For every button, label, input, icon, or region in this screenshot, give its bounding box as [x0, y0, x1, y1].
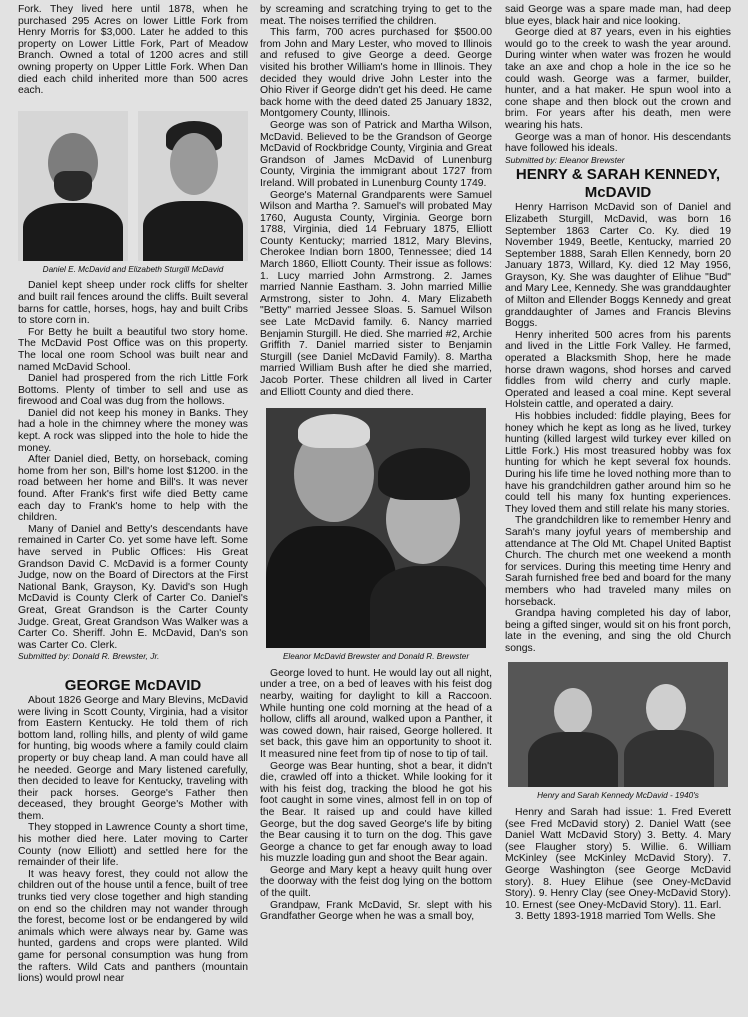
- paragraph: This farm, 700 acres purchased for $500.00 from John and Mary Lester, who moved to Illinois and refused to give George a deed. George visited his brother William's home in Illinois. They decided they would drive John Lester into the Ohio River if George didn't get his deed. He came back home with the deed dated 25 January 1832, Montgomery County, Illinois.: [260, 27, 492, 120]
- paragraph: His hobbies included: fiddle playing, Bees for honey which he kept as long as he lived, turkey hunting (killed largest wild turkey ever killed on Little Fork.) His most treasured hobby was fox hunting for which he kept several fox hounds. During his life time he loved nothing more than to have his grandchildren gather around him so he could tell his many fox hunting experiences. They loved them and still relate his many stories.: [505, 411, 731, 515]
- column-1: [18, 4, 248, 985]
- paragraph: For Betty he built a beautiful two story home. The McDavid Post Office was on this property. The local one room School was built near and named McDavid School.: [18, 326, 248, 373]
- paragraph: George was Bear hunting, shot a bear, it didn't die, crawled off into a thicket. While looking for it with his feist dog, tracking the blood he got his foot caught in some vines, almost fell in on top of the Bear. It raised up and could have killed George, but the dog saved George's life by biting the Bear causing it to turn on the dog. This gave George a chance to get far enough away to load his muzzle loading gun and shoot the Bear again.: [260, 760, 492, 865]
- paragraph: Henry Harrison McDavid son of Daniel and Elizabeth Sturgill, McDavid, was born 16 September 1863 Carter Co. Ky. died 19 November 1949, Beetle, Kentucky, married 20 September 1888, Sarah Ellen Kennedy, born 20 January 1873, Willard, Ky. died 12 May 1956, Grayson, Ky. She was daughter of Elihue "Bud" and Mary Lee, Kennedy. She was granddaughter of Milton and Ellender Boggs Kennedy and great granddaughter of James and Francis Blevins Boggs.: [505, 202, 731, 330]
- photo-caption: Eleanor McDavid Brewster and Donald R. Brewster: [282, 652, 470, 662]
- paragraph: It was heavy forest, they could not allow the children out of the house until a fence, built of tree trunks tied very close together and high standing on end so the children may not wander through the forest, become lost or be endangered by wild animals which were always near by. Game was hunted, gardens and crops were planted. Wild game for personal consumption was hung from the rafters. Wild Cats and panthers (mountain lions) would prowl near: [18, 868, 248, 985]
- paragraph: Grandpa having completed his day of labor, being a gifted singer, would sit on his front porch, late in the evening, and sing the old Church songs.: [505, 608, 731, 654]
- portrait-daniel-photo: [18, 111, 128, 261]
- paragraph: George and Mary kept a heavy quilt hung over the doorway with the feist dog lying on the bottom of the quilt.: [260, 864, 492, 900]
- paragraph: After Daniel died, Betty, on horseback, coming home from her son, Bill's home lost $1200. in the road between her home and Bill's. It was never found. After Frank's first wife died Betty came each day to Frank's home to help with the children.: [18, 454, 248, 524]
- column-2: [260, 4, 492, 923]
- photo-caption: Daniel E. McDavid and Elizabeth Sturgill McDavid: [42, 264, 224, 274]
- paragraph: They stopped in Lawrence County a short time, his mother died here. Later moving to Carter County (now Elliott) and settled here for the remainder of their life.: [18, 822, 248, 869]
- paragraph: George's Maternal Grandparents were Samuel Wilson and Martha ?. Samuel's will probated May 1760, Augusta County, Virginia. George born 1788, Virginia, died 14 February 1875, Elliott County Kentucky; married 1812, Mary Blevins, Cherokee Indian born 1800, Tennessee; died 14 March 1860, Elliott County. Their issue as follows: 1. Lucy married John Armstrong. 2. James married Nannie Eastham. 3. John married Millie Armstrong, sister to John. 4. Mary Elizabeth "Betty" married Jessee Sloas. 5. Samuel Wilson see Late McDavid family. 6. Nancy married Benjamin Sturgill. He died. She married #2, Archie Griffith 7. Daniel married sister to Benjamin Sturgill (see Daniel McDavid Family). 8. Martha married William Bush after he died she married, Jacob Porter. These children all lived in Carter and Elliott County and died there.: [260, 189, 492, 398]
- submitted-by: Submitted by: Donald R. Brewster, Jr.: [18, 651, 160, 662]
- paragraph: George was a man of honor. His descendants have followed his ideals.: [505, 131, 731, 155]
- paragraph: by screaming and scratching trying to get to the meat. The noises terrified the children.: [260, 4, 492, 27]
- paragraph: Daniel kept sheep under rock cliffs for shelter and built rail fences around the cliffs. Built several barns for cattle, horses, hogs, hay and built Cribs to store corn in.: [18, 280, 248, 327]
- paragraph: Many of Daniel and Betty's descendants have remained in Carter Co. yet some have left. Some have served in Public Offices: His Great Grandson David C. McDavid is a former County Judge, now on the Board of Directors at the First National Bank, Grayson, Ky. David's son Hugh McDavid is County Clerk of Carter Co. Daniel's Great, Great Grandson is the Carter County Judge. Great, Great Grandson Was Walker was a Carter Co. Sheriff. John E. McDavid, Dan's son was Carter Co. Clerk.: [18, 523, 248, 651]
- paragraph: About 1826 George and Mary Blevins, McDavid were living in Scott County, Virginia, had a visitor from Eastern Kentucky. He told them of rich bottom land, rolling hills, and plenty of wild game for hunting, big woods where a family could claim property or buy cheap land. A man could have all he needed. George and Mary listened carefully, then decided to leave for Kentucky, traveling with their pack horses. George's Father then deceased, they brought George's Mother with them.: [18, 694, 248, 822]
- section-heading-henry: HENRY & SARAH KENNEDY, McDAVID: [515, 166, 721, 202]
- paragraph: Daniel had prospered from the rich Little Fork Bottoms. Plenty of timber to sell and use as firewood and Coal was dug from the hollows.: [18, 373, 248, 408]
- column-3: [505, 4, 731, 923]
- photo-caption: Henry and Sarah Kennedy McDavid - 1940's: [537, 791, 699, 801]
- paragraph: Henry and Sarah had issue: 1. Fred Everett (see Fred McDavid story) 2. Daniel Watt (see Daniel Watt McDavid Story) 3. Betty. 4. Mary (see Flaugher story) 5. Willie. 6. William McKinley (see McKinley McDavid Story). 7. George Washington (see George McDavid story). 8. Huey Elihue (see Oney-McDavid Story). 9. Henry Clay (see Oney-McDavid Story). 10. Ernest (see Oney-McDavid Story). 11. Earl.: [505, 807, 731, 911]
- section-heading-george: GEORGE McDAVID: [64, 676, 202, 694]
- portrait-elizabeth-photo: [138, 111, 248, 261]
- brewster-couple-photo: [266, 408, 486, 648]
- paragraph: George died at 87 years, even in his eighties would go to the creek to wash the year around. During winter when water was frozen he would take an axe and chop a hole in the ice so he could wash. George was a farmer, builder, hunter, and a hat maker. He spun wool into a cone shape and then block out the crown and brim. For years after his death, men were wearing his hats.: [505, 27, 731, 131]
- paragraph: George loved to hunt. He would lay out all night, under a tree, on a bed of leaves with his feist dog nearby, waiting for daylight to kill a Raccoon. While hunting one cold morning at the head of a hollow, cliffs all around, walked upon a Panther, it was cowed down, hair raised, George hollered. It set back, this gave him an opportunity to shoot it. It measured nine feet from tip of nose to tip of tail.: [260, 667, 492, 760]
- paragraph: Daniel did not keep his money in Banks. They had a hole in the chimney where the money was kept. A rock was slipped into the hole to hide the money.: [18, 407, 248, 454]
- henry-sarah-photo: [508, 662, 728, 787]
- paragraph: Fork. They lived here until 1878, when he purchased 295 Acres on lower Little Fork from Henry Morris for $3,000. Later he added to this property on Lower Little Fork, Part of Meadow Branch. Owned a total of 1200 acres and still owning property on Upper Little Fork. When Dan died each child inherited more than 500 acres each.: [18, 4, 248, 97]
- portrait-pair: [18, 111, 248, 261]
- paragraph: said George was a spare made man, had deep blue eyes, black hair and nice looking.: [505, 4, 731, 27]
- paragraph: The grandchildren like to remember Henry and Sarah's many joyful years of membership and attendance at The Old Mt. Chapel United Baptist Church. The church met one weekend a month for services. During this meeting time Henry and Sarah furnished free bed and board for the many members who had traveled many miles on horseback.: [505, 515, 731, 608]
- paragraph: 3. Betty 1893-1918 married Tom Wells. She: [515, 911, 716, 923]
- submitted-by: Submitted by: Eleanor Brewster: [505, 154, 625, 165]
- paragraph: George was son of Patrick and Martha Wilson, McDavid. Believed to be the Grandson of George McDavid of Rockbridge County, Virginia and Great Grandson of James McDavid of Lunenburg County, Virginia the immigrant about 1727 from Ireland. Will probated in Lunenburg County 1749.: [260, 119, 492, 189]
- paragraph: Grandpaw, Frank McDavid, Sr. slept with his Grandfather George when he was a small boy,: [260, 899, 492, 923]
- paragraph: Henry inherited 500 acres from his parents and lived in the Little Fork Valley. He farmed, operated a Blacksmith Shop, here he made horse drawn wagons, shod horses and carved fiddles from wild cherry and curly maple. Operated and leased a coal mine. Kept several Holstein cattle, and operated a dairy.: [505, 329, 731, 411]
